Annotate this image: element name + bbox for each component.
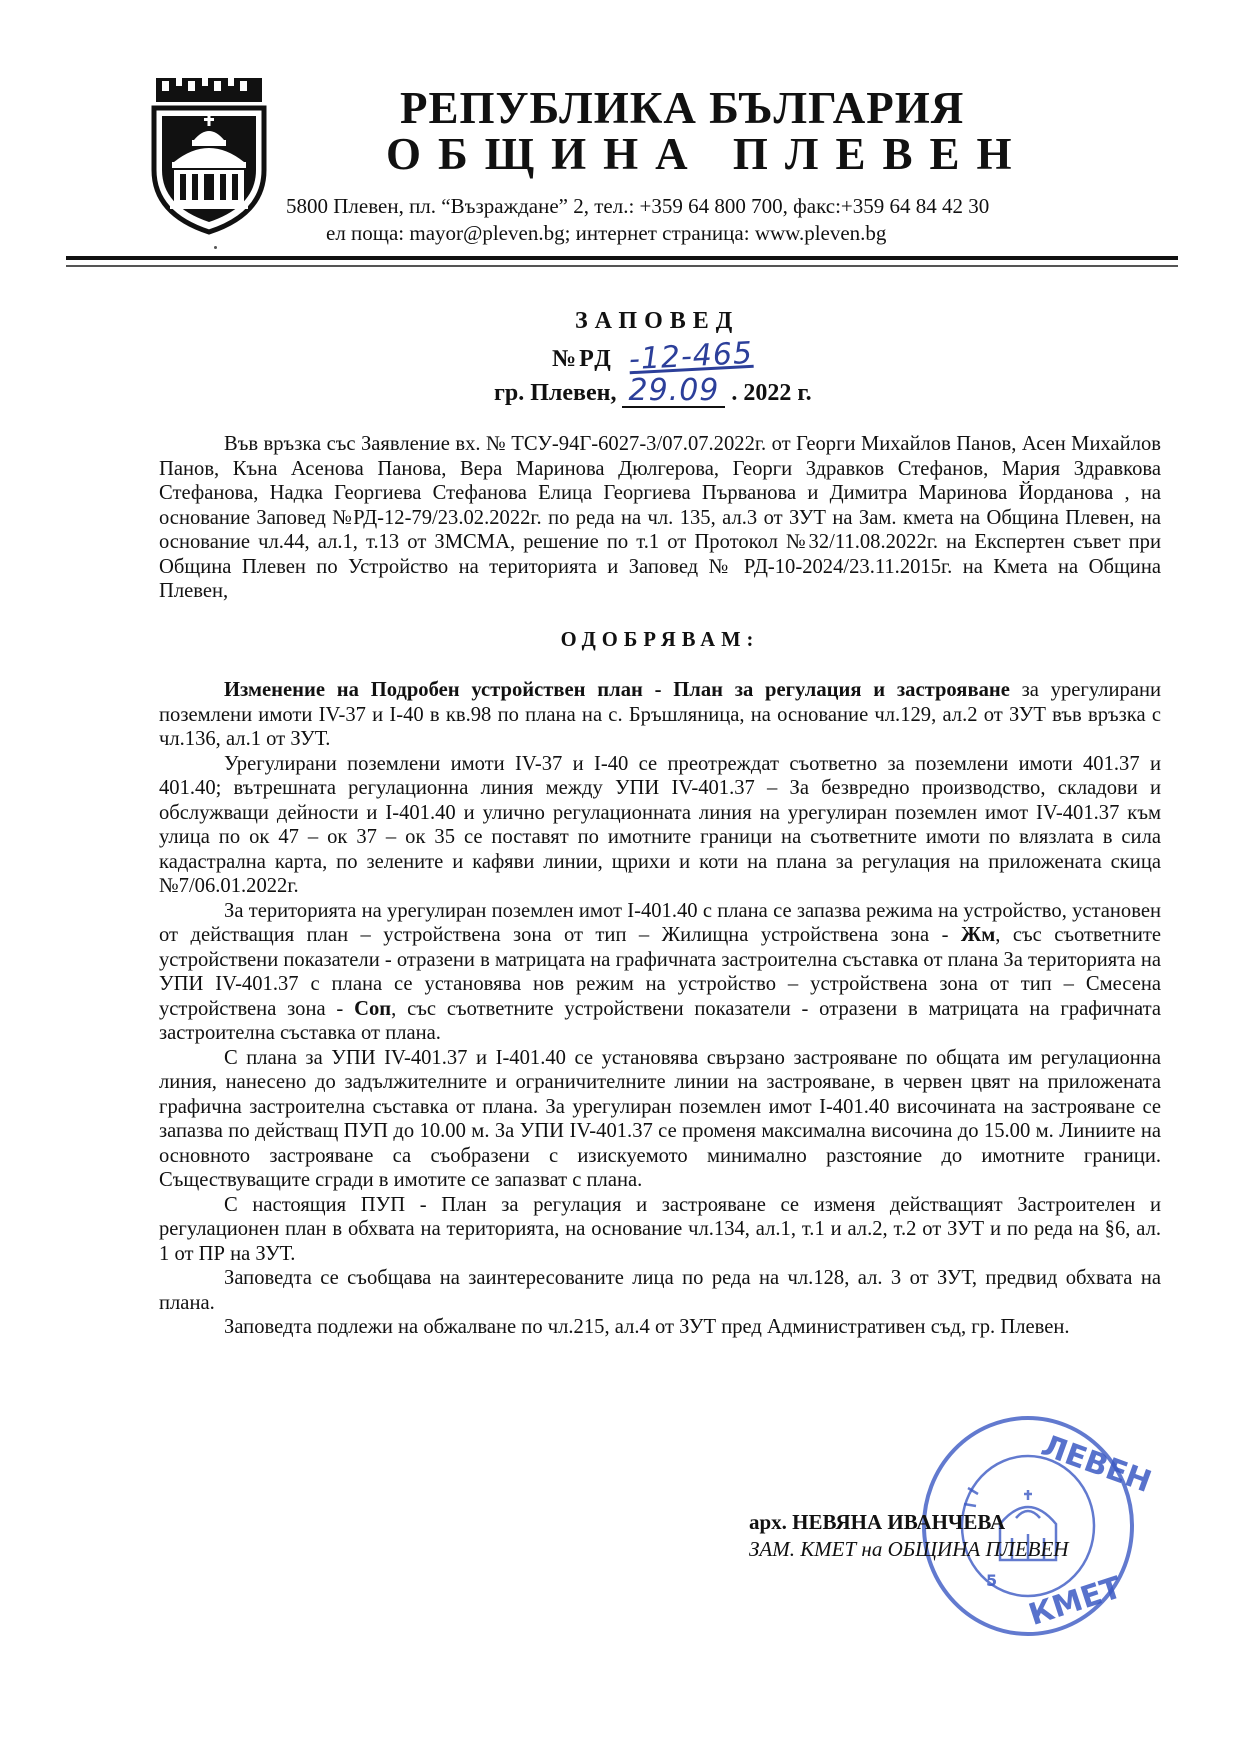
svg-text:ЛЕВЕН: ЛЕВЕН <box>1036 1428 1156 1501</box>
approve-heading: ОДОБРЯВАМ: <box>560 628 760 651</box>
signatory-role: ЗАМ. КМЕТ на ОБЩИНА ПЛЕВЕН <box>749 1537 1069 1561</box>
scan-speck <box>214 246 217 249</box>
signatory-name: арх. НЕВЯНА ИВАНЧЕВА <box>749 1510 1006 1534</box>
letterhead-title: РЕПУБЛИКА БЪЛГАРИЯ <box>400 83 965 133</box>
order-number-handwritten: -12-465 <box>627 335 754 378</box>
letterhead-contacts: ел поща: mayor@pleven.bg; интернет страница: www.pleven.bg <box>326 221 887 245</box>
order-body <box>159 432 1161 1340</box>
paragraph-4: С плана за УПИ IV-401.37 и I-401.40 се установява свързано застрояване по общата им регулационна линия, нанесено до задължителните и ограничителните линии на застрояване, в червен цвят на приложената графична застроителна съставка от плана. За урегулиран поземлен имот I-401.40 височината на застрояване се запазва по действащ ПУП до 10.00 м. За УПИ IV-401.37 се променя максимална височина до 15.00 м. Линиите на основното застрояване са съобразени с изискуемото минимално разстояние до имотните граници. Съществуващите сгради в имотите се запазват с плана. <box>159 1046 1161 1191</box>
paragraph-3 <box>159 899 1161 1046</box>
intro-paragraph: Във връзка със Заявление вх. № ТСУ-94Г-6027-3/07.07.2022г. от Георги Михайлов Панов, Асен Михайлов Панов, Къна Асенова Панова, Вера Маринова Дюлгерова, Георги Здравков Стефанов, Мария Здравкова Стефанова, Надка Георгиева Стефанова Елица Георгиева Първанова и Димитра Маринова Йорданова , на основание Заповед №РД-12-79/23.02.2022г. по реда на чл. 135, ал.3 от ЗУТ на Зам. кмета на Община Плевен, на основание чл.44, ал.1, т.13 от ЗМСМА, решение по т.1 от Протокол №32/11.08.2022г. на Експертен съвет при Община Плевен по Устройство на територията и Заповед № РД-10-2024/23.11.2015г. на Кмета на Община Плевен, <box>159 433 1161 602</box>
letterhead-subtitle: ОБЩИНА ПЛЕВЕН <box>386 129 1029 179</box>
paragraph-5: С настоящия ПУП - План за регулация и застрояване се изменя действащият Застроителен и регулационен план в обхвата на територията, на основание чл.134, ал.1, т.1 и ал.2, т.2 от ЗУТ и по реда на §6, ал. 1 от ПР на ЗУТ. <box>159 1193 1161 1265</box>
paragraph-2: Урегулирани поземлени имоти IV-37 и I-40 се преотреждат съответно за поземлени имоти 401.37 и 401.40; вътрешната регулационна линия между УПИ IV-401.37 – За безвредно производство, складови и обслужващи дейности и I-401.40 и улично регулационната линия на урегулиран поземлен имот IV-401.37 към улица по ок 47 – ок 37 – ок 35 се поставят по имотните граници на съответните имоти по влязлата в сила кадастрална карта, по зелените и кафяви линии, щрихи и коти на плана за регулация на приложената скица №7/06.01.2022г. <box>159 752 1161 897</box>
order-number <box>552 335 759 378</box>
letterhead-divider-thin <box>66 265 1178 267</box>
paragraph-7: Заповедта подлежи на обжалване по чл.215, ал.4 от ЗУТ пред Административен съд, гр. Плевен. <box>224 1316 1070 1338</box>
paragraph-3-a: За територията на урегулиран поземлен имот I-401.40 с плана се запазва режима на устройство, установен от действащия план – устройствена зона от тип – Жилищна устройствена зона - <box>159 899 1161 946</box>
paragraph-6: Заповедта се съобщава на заинтересованите лица по реда на чл.128, ал. 3 от ЗУТ, предвид обхвата на плана. <box>159 1267 1161 1314</box>
paragraph-1-rest: за урегулирани поземлени имоти IV-37 и I-40 в кв.98 по плана на с. Бръшляница, на основание чл.129, ал.2 от ЗУТ във връзка с чл.136, ал.1 от ЗУТ. <box>159 679 1161 750</box>
zone-code-sop: Соп <box>354 997 392 1020</box>
letterhead-divider <box>66 256 1178 260</box>
order-title: ЗАПОВЕД <box>575 308 740 334</box>
paragraph-3-d: , със съответните устройствени показатели - отразени в матрицата на графичната застроителна съставка от плана. <box>159 997 1162 1044</box>
pleven-coat-of-arms-icon <box>150 74 268 236</box>
paragraph-1 <box>159 678 1161 752</box>
paragraph-1-bold: Изменение на Подробен устройствен план - План за регулация и застрояване <box>224 679 1010 701</box>
order-year: . 2022 г. <box>731 380 812 406</box>
zone-code-zhm: Жм <box>960 924 996 946</box>
order-date-handwritten: 29.09 <box>622 376 725 408</box>
svg-text:5: 5 <box>986 1571 998 1590</box>
order-place-date <box>494 373 812 408</box>
svg-text:КМЕТ: КМЕТ <box>1024 1570 1127 1633</box>
order-city: гр. Плевен, <box>494 380 617 406</box>
paragraph-3-c: , със съответните устройствени показатели - отразени в матрицата на графичната застроителна съставка от плана За територията на УПИ IV-401.37 с плана се установява нов режим на устройство – устройствена зона от тип – Смесена устройствена зона - <box>159 924 1161 1020</box>
letterhead-address: 5800 Плевен, пл. “Възраждане” 2, тел.: +359 64 800 700, факс:+359 64 84 42 30 <box>286 194 990 218</box>
order-number-prefix: №РД <box>552 346 614 372</box>
